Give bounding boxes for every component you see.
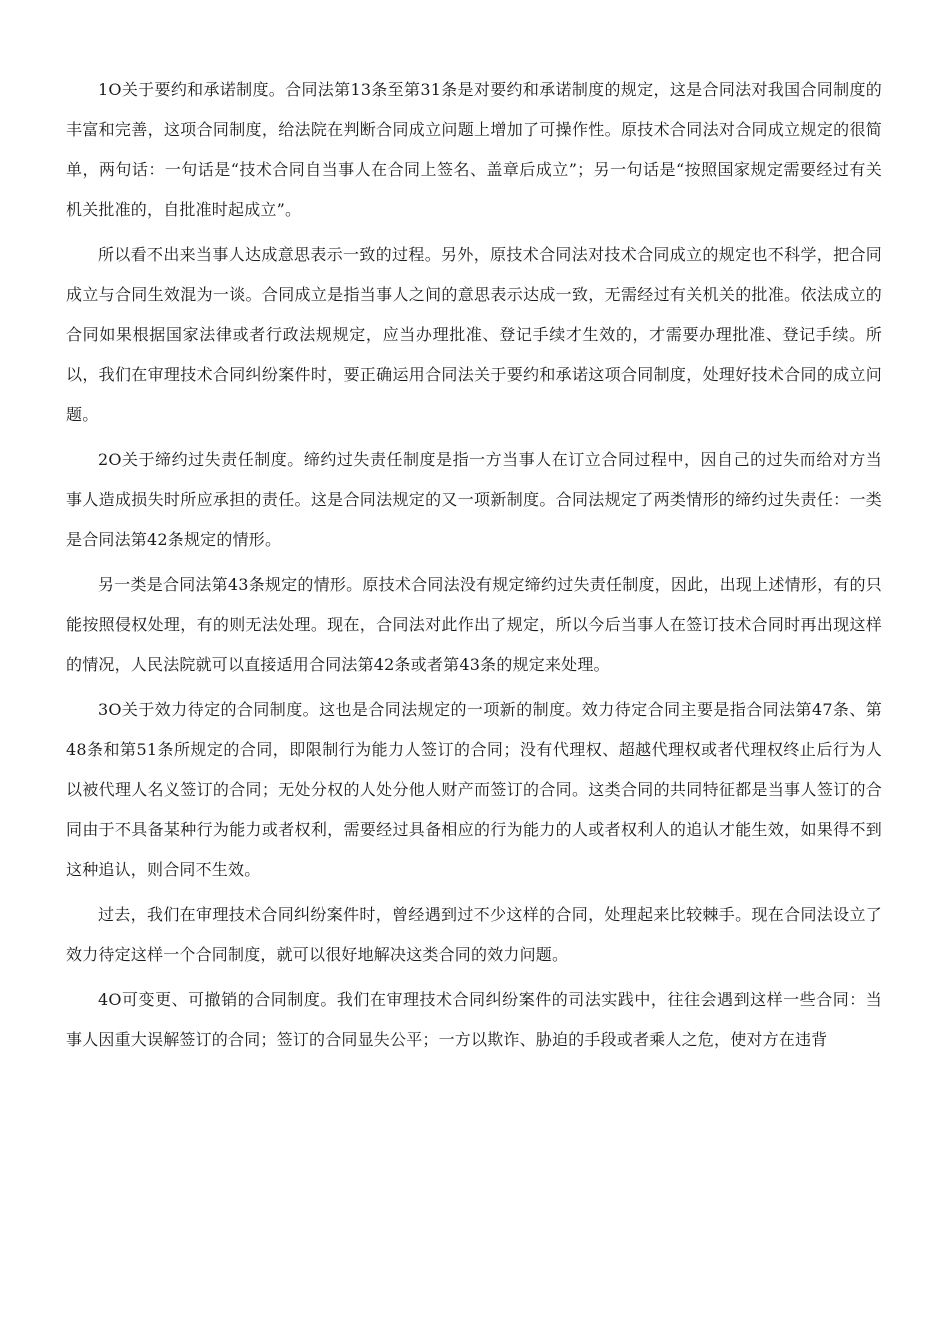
paragraph-article-43: 另一类是合同法第43条规定的情形。原技术合同法没有规定缔约过失责任制度，因此，出现上述情形，有的只能按照侵权处理，有的则无法处理。现在，合同法对此作出了规定，所以今后当事人在签订技术合同时再出现这样的情况，人民法院就可以直接适用合同法第42条或者第43条的规定来处理。 [66,575,882,674]
paragraph-contract-formation: 所以看不出来当事人达成意思表示一致的过程。另外，原技术合同法对技术合同成立的规定也不科学，把合同成立与合同生效混为一谈。合同成立是指当事人之间的意思表示达成一致，无需经过有关机关的批准。依法成立的合同如果根据国家法律或者行政法规规定，应当办理批准、登记手续才生效的，才需要办理批准、登记手续。所以，我们在审理技术合同纠纷案件时，要正确运用合同法关于要约和承诺这项合同制度，处理好技术合同的成立问题。 [66,245,882,424]
paragraph-culpa-in-contrahendo: 2O关于缔约过失责任制度。缔约过失责任制度是指一方当事人在订立合同过程中，因自己的过失而给对方当事人造成损失时所应承担的责任。这是合同法规定的又一项新制度。合同法规定了两类情形的缔约过失责任：一类是合同法第42条规定的情形。 [66,450,882,549]
paragraph-offer-acceptance: 1O关于要约和承诺制度。合同法第13条至第31条是对要约和承诺制度的规定，这是合同法对我国合同制度的丰富和完善，这项合同制度，给法院在判断合同成立问题上增加了可操作性。原技术合同法对合同成立规定的很简单，两句话：一句话是“技术合同自当事人在合同上签名、盖章后成立”；另一句话是“按照国家规定需要经过有关机关批准的，自批准时起成立”。 [66,80,882,219]
paragraph-pending-validity: 3O关于效力待定的合同制度。这也是合同法规定的一项新的制度。效力待定合同主要是指合同法第47条、第48条和第51条所规定的合同，即限制行为能力人签订的合同；没有代理权、超越代理权或者代理权终止后行为人以被代理人名义签订的合同；无处分权的人处分他人财产而签订的合同。这类合同的共同特征都是当事人签订的合同由于不具备某种行为能力或者权利，需要经过具备相应的行为能力的人或者权利人的追认才能生效，如果得不到这种追认，则合同不生效。 [66,700,882,879]
paragraph-voidable-contracts: 4O可变更、可撤销的合同制度。我们在审理技术合同纠纷案件的司法实践中，往往会遇到这样一些合同：当事人因重大误解签订的合同；签订的合同显失公平；一方以欺诈、胁迫的手段或者乘人之危，使对方在违背 [66,990,882,1049]
paragraph-past-cases: 过去，我们在审理技术合同纠纷案件时，曾经遇到过不少这样的合同，处理起来比较棘手。现在合同法设立了效力待定这样一个合同制度，就可以很好地解决这类合同的效力问题。 [66,905,882,964]
document-page [66,70,882,1065]
